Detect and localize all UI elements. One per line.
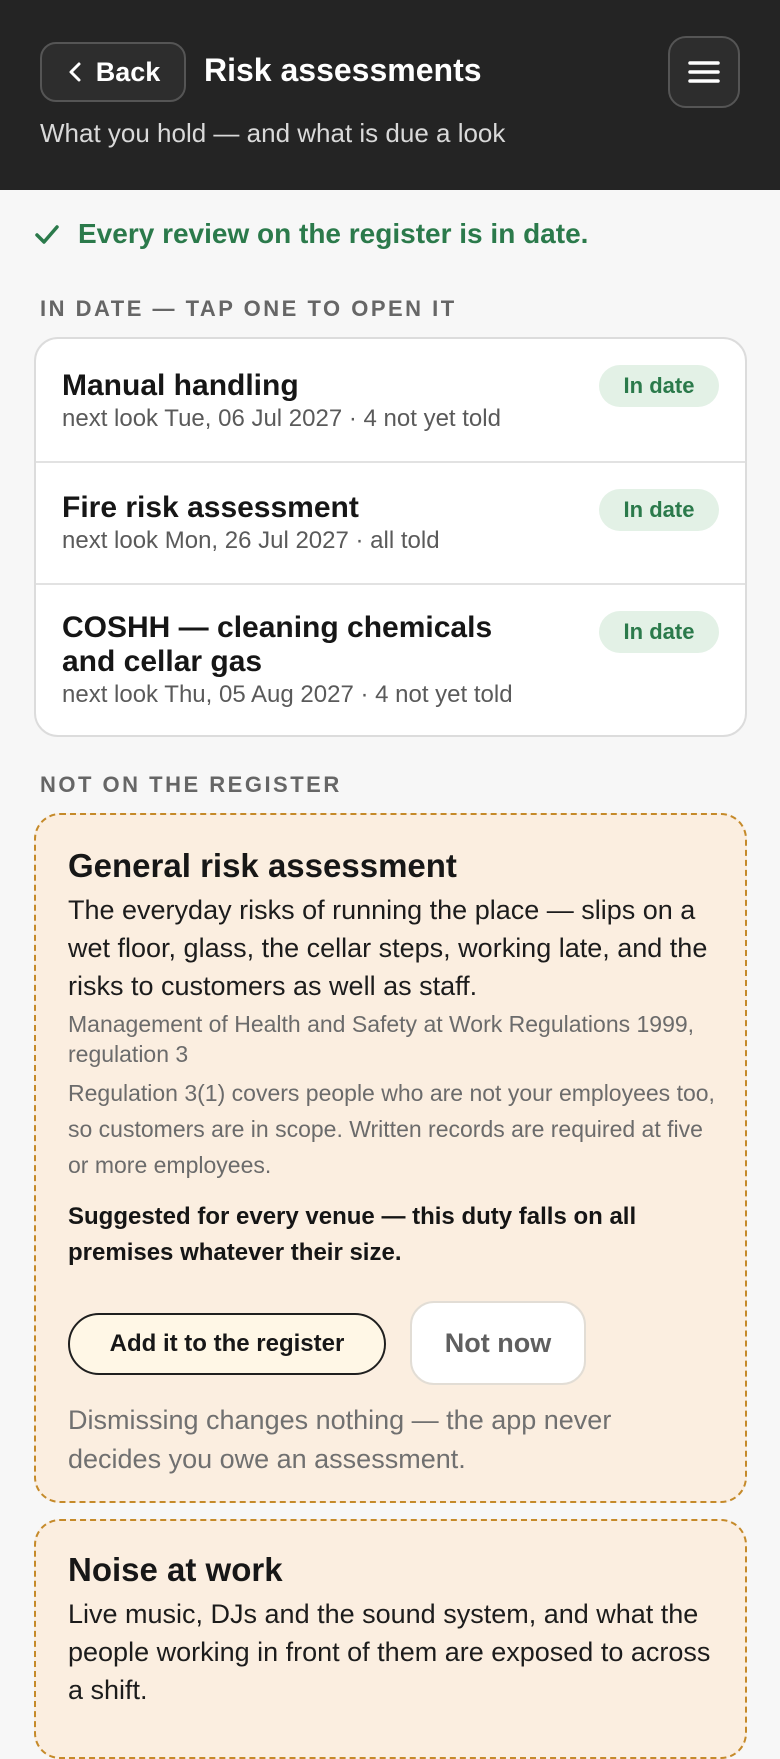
page-subtitle: What you hold — and what is due a look — [40, 118, 506, 148]
not-now-button[interactable]: Not now — [410, 1301, 586, 1385]
menu-button[interactable] — [668, 36, 740, 108]
add-to-register-button[interactable]: Add it to the register — [68, 1313, 386, 1375]
card-description: The everyday risks of running the place — slips on a wet floor, glass, the cellar steps, working late, and the risks to customers as well as staff. — [68, 895, 708, 1001]
card-description: Live music, DJs and the sound system, and what the people working in front of them are exposed to across a shift. — [68, 1599, 711, 1705]
card-note: Regulation 3(1) covers people who are not your employees too, so customers are in scope. Written records are required at five or more employees. — [68, 1080, 715, 1178]
list-item-meta: next look Mon, 26 Jul 2027 · all told — [62, 527, 440, 554]
status-text: Every review on the register is in date. — [78, 218, 589, 249]
list-item-fire-risk[interactable] — [36, 461, 745, 583]
checkmark-icon — [34, 221, 60, 247]
status-message — [34, 218, 588, 250]
card-title: General risk assessment — [68, 847, 457, 884]
status-badge: In date — [599, 365, 719, 407]
page-title: Risk assessments — [204, 52, 482, 88]
in-date-list — [34, 337, 747, 737]
list-item-manual-handling[interactable] — [36, 339, 745, 461]
suggestion-card-noise — [34, 1519, 747, 1759]
status-badge: In date — [599, 611, 719, 653]
list-item-title: Fire risk assessment — [62, 491, 359, 524]
top-bar — [0, 0, 780, 190]
back-button-label: Back — [95, 56, 161, 87]
card-title: Noise at work — [68, 1551, 283, 1588]
chevron-left-icon — [66, 61, 84, 83]
status-badge: In date — [599, 489, 719, 531]
list-item-coshh[interactable] — [36, 583, 745, 739]
list-item-meta: next look Thu, 05 Aug 2027 · 4 not yet told — [62, 681, 513, 708]
list-item-title: COSHH — cleaning chemicals and cellar gas — [62, 611, 493, 678]
not-on-register-section-label: NOT ON THE REGISTER — [40, 772, 342, 797]
list-item-title: Manual handling — [62, 369, 299, 402]
hamburger-menu-icon — [688, 59, 720, 85]
suggestion-card-general-risk — [34, 813, 747, 1503]
card-legislation: Management of Health and Safety at Work Regulations 1999, regulation 3 — [68, 1011, 695, 1067]
in-date-section-label: IN DATE — TAP ONE TO OPEN IT — [40, 296, 457, 321]
dismiss-note: Dismissing changes nothing — the app never decides you owe an assessment. — [68, 1405, 612, 1474]
back-button[interactable] — [40, 42, 186, 102]
list-item-meta: next look Tue, 06 Jul 2027 · 4 not yet told — [62, 405, 501, 432]
card-suggestion: Suggested for every venue — this duty falls on all premises whatever their size. — [68, 1203, 637, 1266]
